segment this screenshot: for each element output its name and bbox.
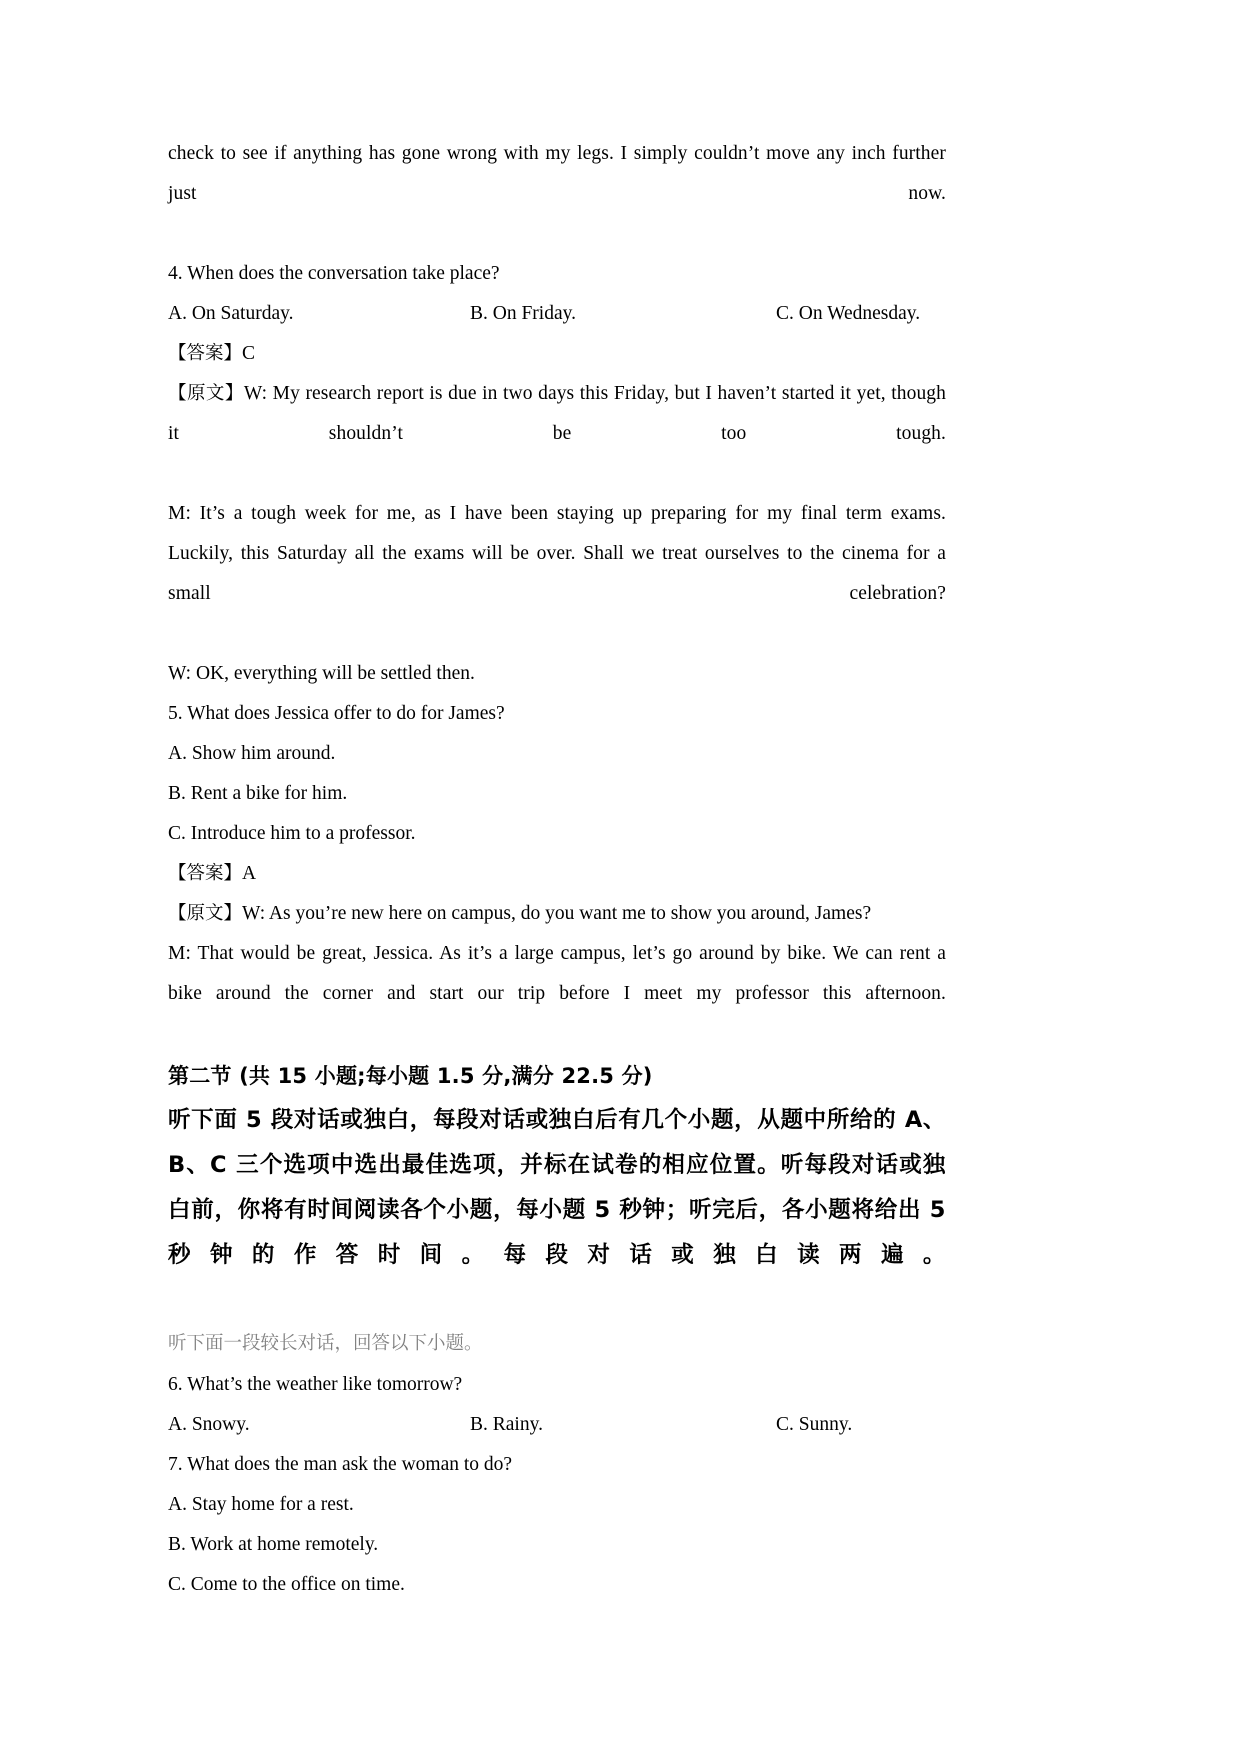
transcript-label-5: 【原文】: [168, 903, 243, 924]
question-4-answer: [168, 334, 946, 374]
transcript-text-5-0: W: As you’re new here on campus, do you want me to show you around, James?: [242, 903, 872, 924]
transcript-text-4-0: W: My research report is due in two days this Friday, but I haven’t started it yet, though it shouldn’t be too tough.: [168, 383, 946, 444]
section-two-heading: [168, 1054, 946, 1098]
question-4-option-a[interactable]: A. On Saturday.: [168, 303, 294, 324]
question-5-option-b[interactable]: B. Rent a bike for him.: [168, 783, 348, 804]
answer-value-4: C: [242, 343, 256, 364]
question-6-stem: 6. What’s the weather like tomorrow?: [168, 1374, 463, 1395]
transcript-label-4: 【原文】: [168, 383, 244, 404]
question-4-option-c[interactable]: C. On Wednesday.: [776, 303, 921, 324]
question-4-transcript-line: W: OK, everything will be settled then.: [168, 663, 475, 684]
question-6-option-c[interactable]: C. Sunny.: [776, 1414, 853, 1435]
section-two-heading-text: 第二节 (共 15 小题;每小题 1.5 分,满分 22.5 分): [168, 1064, 653, 1088]
continuation-paragraph: check to see if anything has gone wrong with my legs. I simply couldn’t move any inch further just now.: [168, 143, 946, 204]
answer-label-5: 【答案】: [168, 863, 243, 884]
question-4-transcript-intro: [168, 374, 946, 494]
question-5-transcript-line: M: That would be great, Jessica. As it’s a large campus, let’s go around by bike. We can rent a bike around the corner and start our trip before I meet my professor this afternoon.: [168, 943, 946, 1004]
question-7-option-c[interactable]: C. Come to the office on time.: [168, 1574, 405, 1595]
question-6-options: [168, 1405, 946, 1445]
question-5-answer: [168, 854, 946, 894]
answer-value-5: A: [242, 863, 257, 884]
question-7-option-a[interactable]: A. Stay home for a rest.: [168, 1494, 354, 1515]
question-4-option-b[interactable]: B. On Friday.: [470, 303, 576, 324]
section-two-sub-instruction: 听下面一段较长对话，回答以下小题。: [168, 1333, 483, 1354]
question-5-option-c[interactable]: C. Introduce him to a professor.: [168, 823, 416, 844]
question-4-options: [168, 294, 946, 334]
question-7-option-b[interactable]: B. Work at home remotely.: [168, 1534, 379, 1555]
question-6-option-a[interactable]: A. Snowy.: [168, 1414, 250, 1435]
document-content: [168, 134, 946, 1605]
question-5-option-a[interactable]: A. Show him around.: [168, 743, 336, 764]
question-7-stem: 7. What does the man ask the woman to do?: [168, 1454, 513, 1475]
answer-label-4: 【答案】: [168, 343, 243, 364]
question-6-option-b[interactable]: B. Rainy.: [470, 1414, 543, 1435]
question-4-stem: 4. When does the conversation take place?: [168, 263, 500, 284]
section-two-instruction: 听下面 5 段对话或独白，每段对话或独白后有几个小题，从题中所给的 A、B、C 三个选项中选出最佳选项，并标在试卷的相应位置。听每段对话或独白前，你将有时间阅读各个小题，每小题 5 秒钟；听完后，各小题将给出 5 秒钟的作答时间。每段对话或独白读两遍。: [168, 1107, 946, 1268]
question-5-transcript-intro: [168, 894, 946, 934]
question-4-transcript-line: M: It’s a tough week for me, as I have been staying up preparing for my final term exams. Luckily, this Saturday all the exams will be over. Shall we treat ourselves to the cinema for a small celebration?: [168, 503, 946, 604]
question-5-stem: 5. What does Jessica offer to do for James?: [168, 703, 505, 724]
